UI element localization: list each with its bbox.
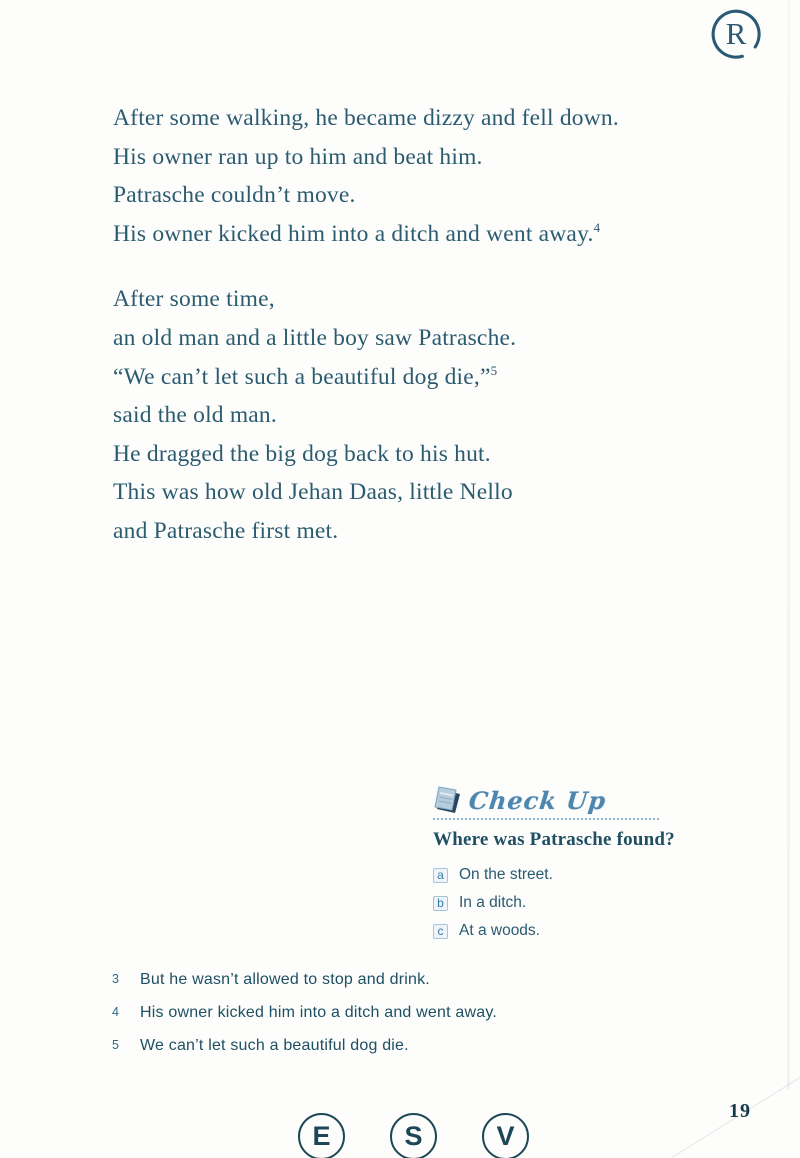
footnote-ref: 4 <box>593 219 601 235</box>
footer-badges <box>298 1113 529 1158</box>
story-line: said the old man. <box>113 402 277 429</box>
check-up-section <box>433 784 733 945</box>
footnote-ref: 5 <box>490 362 498 378</box>
check-up-title: Check Up <box>467 786 608 815</box>
story-line: “We can’t let such a beautiful dog die,”$^5$ <box>113 362 498 390</box>
svg-text:R: R <box>725 16 747 51</box>
page-number: 19 <box>729 1100 751 1122</box>
story-line: He dragged the big dog back to his hut. <box>113 440 491 467</box>
badge-e: E <box>298 1113 345 1158</box>
footnote: 3 But he wasn’t allowed to stop and drink. <box>112 971 430 988</box>
footnote-number: 3 <box>112 972 119 986</box>
scan-edge-artifact <box>787 0 790 1090</box>
check-up-question: Where was Patrasche found? <box>433 829 675 850</box>
option-letter-box[interactable]: b <box>433 896 448 911</box>
story-paragraph <box>113 93 733 247</box>
option-a[interactable]: a On the street. <box>433 861 733 889</box>
option-letter-box[interactable]: a <box>433 868 448 883</box>
option-letter-box[interactable]: c <box>433 924 448 939</box>
check-up-options <box>433 861 733 945</box>
badge-v: V <box>482 1113 529 1158</box>
story-line: After some walking, he became dizzy and fell down. <box>113 105 619 131</box>
story-line: This was how old Jehan Daas, little Nello <box>113 479 513 506</box>
footnote: 5 We can’t let such a beautiful dog die. <box>112 1037 409 1054</box>
story-text <box>113 93 733 572</box>
option-b[interactable]: b In a ditch. <box>433 889 733 917</box>
check-up-header <box>433 784 659 820</box>
story-line: and Patrasche first met. <box>113 517 339 544</box>
story-line: After some time, <box>113 286 275 313</box>
footnote-number: 4 <box>112 1005 119 1019</box>
footnote-number: 5 <box>112 1038 119 1052</box>
circle-r-icon <box>710 8 766 68</box>
scan-corner-artifact <box>626 1069 800 1158</box>
notepad-icon <box>433 784 463 815</box>
story-paragraph <box>113 274 733 544</box>
story-line: Patrasche couldn’t move. <box>113 182 356 209</box>
story-line: His owner kicked him into a ditch and went away.$^4$ <box>113 219 601 247</box>
badge-s: S <box>390 1113 437 1158</box>
story-line: His owner ran up to him and beat him. <box>113 143 483 170</box>
story-line: an old man and a little boy saw Patrasche. <box>113 324 517 351</box>
footnote: 4 His owner kicked him into a ditch and went away. <box>112 1004 498 1021</box>
option-c[interactable]: c At a woods. <box>433 917 733 945</box>
registered-r-logo <box>710 8 766 68</box>
footnotes <box>112 971 672 1070</box>
